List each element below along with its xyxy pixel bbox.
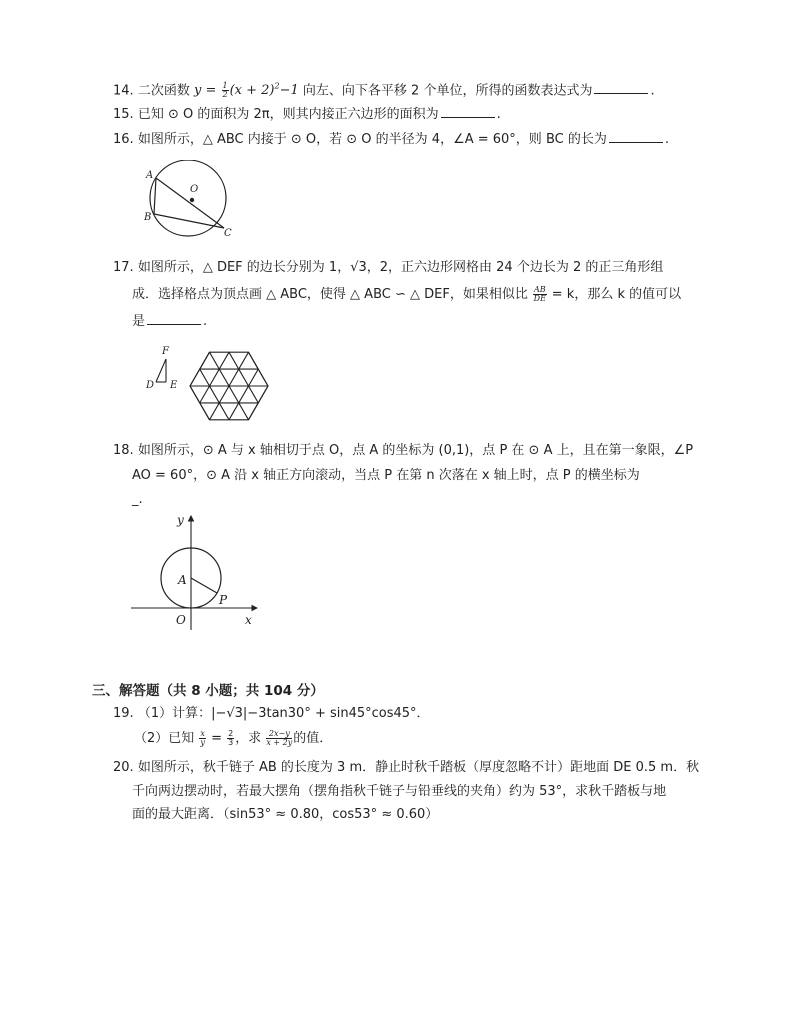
answer-blank [147, 312, 201, 325]
label-y: y [177, 513, 184, 527]
question-17-line2: 成．选择格点为顶点画 △ ABC，使得 △ ABC ∽ △ DEF，如果相似比 $\frac{AB}{DE}$ = k，那么 k 的值可以 [132, 285, 682, 303]
question-17-line3: 是 . [132, 314, 208, 329]
figure-18-coordinate [125, 510, 265, 632]
label-F: F [162, 346, 169, 357]
label-P: P [219, 593, 228, 607]
section-title: 三、解答题（共 8 小题；共 104 分） [92, 683, 324, 699]
question-18-line2: AO = 60°，⊙ A 沿 x 轴正方向滚动，当点 P 在第 n 次落在 x 轴上时，点 P 的横坐标为 [132, 468, 640, 483]
label-O: O [176, 613, 186, 627]
label-x: x [245, 613, 252, 627]
question-16: 16. 如图所示，△ ABC 内接于 ⊙ O，若 ⊙ O 的半径为 4，∠A = 60°，则 BC 的长为 . [113, 132, 669, 147]
q14-function: y = $\frac{1}{2}$ $(x + 2)^2-1$ [193, 81, 299, 100]
label-C: C [224, 228, 232, 239]
label-A: A [178, 573, 187, 587]
question-15: 15. 已知 ⊙ O 的面积为 2π，则其内接正六边形的面积为 . [113, 107, 501, 122]
question-20-line2: 千向两边摆动时，若最大摆角（摆角指秋千链子与铅垂线的夹角）约为 53°，求秋千踏板与地 [132, 784, 667, 799]
figure-17-hexagon-grid [140, 338, 290, 438]
question-20-line3: 面的最大距离．（sin53° ≈ 0.80，cos53° ≈ 0.60） [132, 807, 439, 822]
question-19-part2: （2）已知 $\frac{x}{y}$ = $\frac{2}{3}$ ，求 $\frac{2x-y}{x + 2y}$ 的值． [134, 729, 333, 747]
question-19-part1: 19. （1）计算：|−√3|−3tan30° + sin45°cos45°． [113, 706, 430, 721]
figure-16-circle [140, 160, 240, 240]
label-D: D [146, 380, 155, 391]
answer-blank [441, 105, 495, 118]
label-O: O [190, 184, 199, 195]
answer-blank [594, 81, 648, 94]
question-14: 14. 二次函数 y = $\frac{1}{2}$ $(x + 2)^2-1$ 向左、向下各平移 2 个单位，所得的函数表达式为 . [113, 81, 655, 100]
answer-blank [609, 130, 663, 143]
question-18-line3: _. [132, 492, 143, 507]
question-18-line1: 18. 如图所示，⊙ A 与 x 轴相切于点 O，点 A 的坐标为 (0,1)，点 P 在 ⊙ A 上，且在第一象限，∠P [113, 443, 694, 458]
label-E: E [170, 380, 178, 391]
question-17-line1: 17. 如图所示，△ DEF 的边长分别为 1，√3，2，正六边形网格由 24 个边长为 2 的正三角形组 [113, 260, 664, 275]
label-B: B [144, 212, 152, 223]
question-20-line1: 20. 如图所示，秋千链子 AB 的长度为 3 m．静止时秋千踏板（厚度忽略不计）距地面 DE 0.5 m．秋 [113, 760, 700, 775]
label-A: A [146, 170, 154, 181]
